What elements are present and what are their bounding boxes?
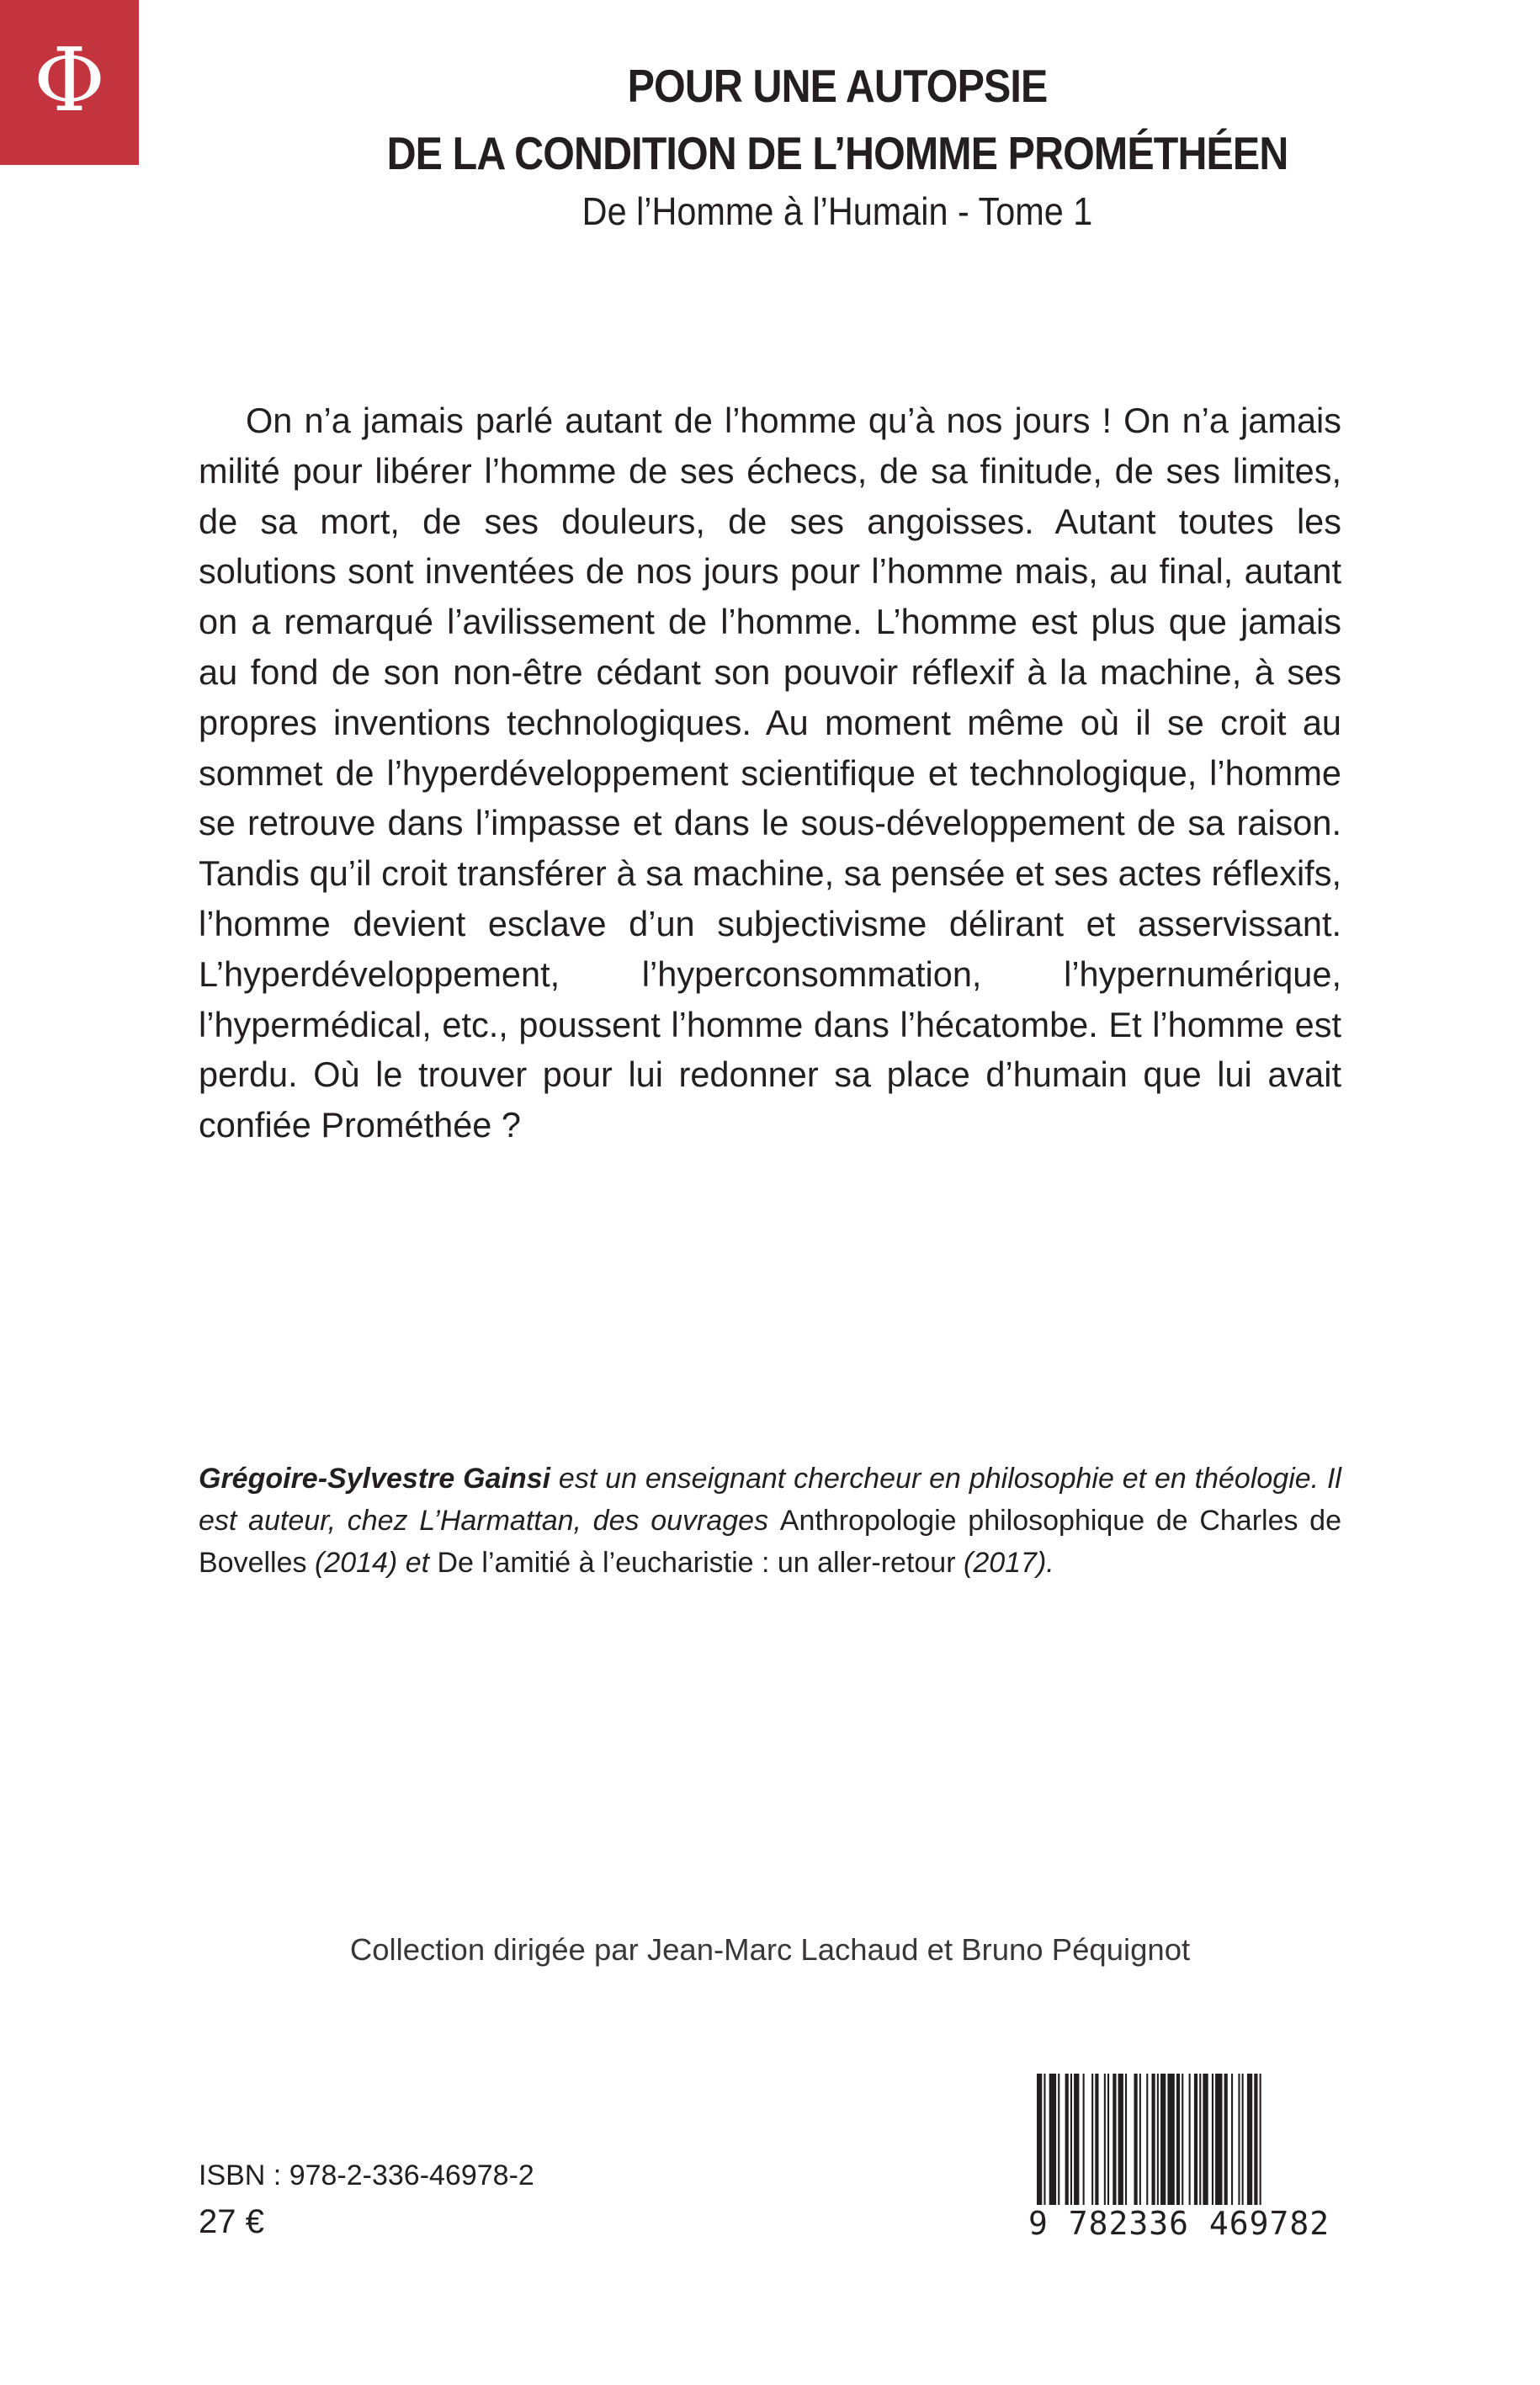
- book-title-line-1: POUR UNE AUTOPSIE: [627, 60, 1048, 112]
- logo-badge: [0, 0, 139, 165]
- book-year-1: (2014) et: [306, 1547, 438, 1579]
- collection-credit: Collection dirigée par Jean-Marc Lachaud et Bruno Péquignot: [349, 1932, 1191, 1967]
- author-name: Grégoire-Sylvestre Gainsi: [199, 1463, 551, 1495]
- phi-logo-icon: Φ: [33, 29, 106, 131]
- book-title-line-2: DE LA CONDITION DE L’HOMME PROMÉTHÉEN: [386, 127, 1288, 179]
- price-label: 27 €: [199, 2203, 264, 2240]
- book-title-2: De l’amitié à l’eucharistie : un aller-retour: [437, 1547, 956, 1579]
- barcode-bars-icon: [1033, 2074, 1345, 2208]
- author-desc: est un enseignant chercheur en philosophie et en théologie. Il est auteur, chez L’Harmattan, des ouvrages: [199, 1463, 1341, 1537]
- back-cover-blurb: On n’a jamais parlé autant de l’homme qu’à nos jours ! On n’a jamais milité pour libérer l’homme de ses échecs, de sa finitude, de ses limites, de sa mort, de ses douleurs, de ses angoisses. Autant toutes les solutions sont inventées de nos jours pour l’homme mais, au final, autant on a remarqué l’avilissement de l’homme. L’homme est plus que jamais au fond de son non-être cédant son pouvoir réflexif à la machine, à ses propres inventions technologiques. Au moment même où il se croit au sommet de l’hyperdéveloppement scientifique et technologique, l’homme se retrouve dans l’impasse et dans le sous-développement de sa raison. Tandis qu’il croit transférer à sa machine, sa pensée et ses actes réflexifs, l’homme devient esclave d’un subjectivisme délirant et asservissant. L’hyperdéveloppement, l’hyperconsommation, l’hypernumérique, l’hypermédical, etc., poussent l’homme dans l’hécatombe. Et l’homme est perdu. Où le trouver pour lui redonner sa place d’humain que lui avait confiée Prométhée ?: [199, 401, 1341, 1145]
- book-year-2: (2017).: [955, 1547, 1054, 1579]
- book-title-1: Anthropologie philosophique de Charles de Bovelles: [199, 1505, 1342, 1579]
- author-bio: [199, 1458, 1341, 1584]
- isbn-label: ISBN : 978-2-336-46978-2: [199, 2159, 534, 2191]
- book-subtitle: De l’Homme à l’Humain - Tome 1: [581, 189, 1093, 233]
- barcode-digits: 9 782336 469782: [1028, 2205, 1330, 2242]
